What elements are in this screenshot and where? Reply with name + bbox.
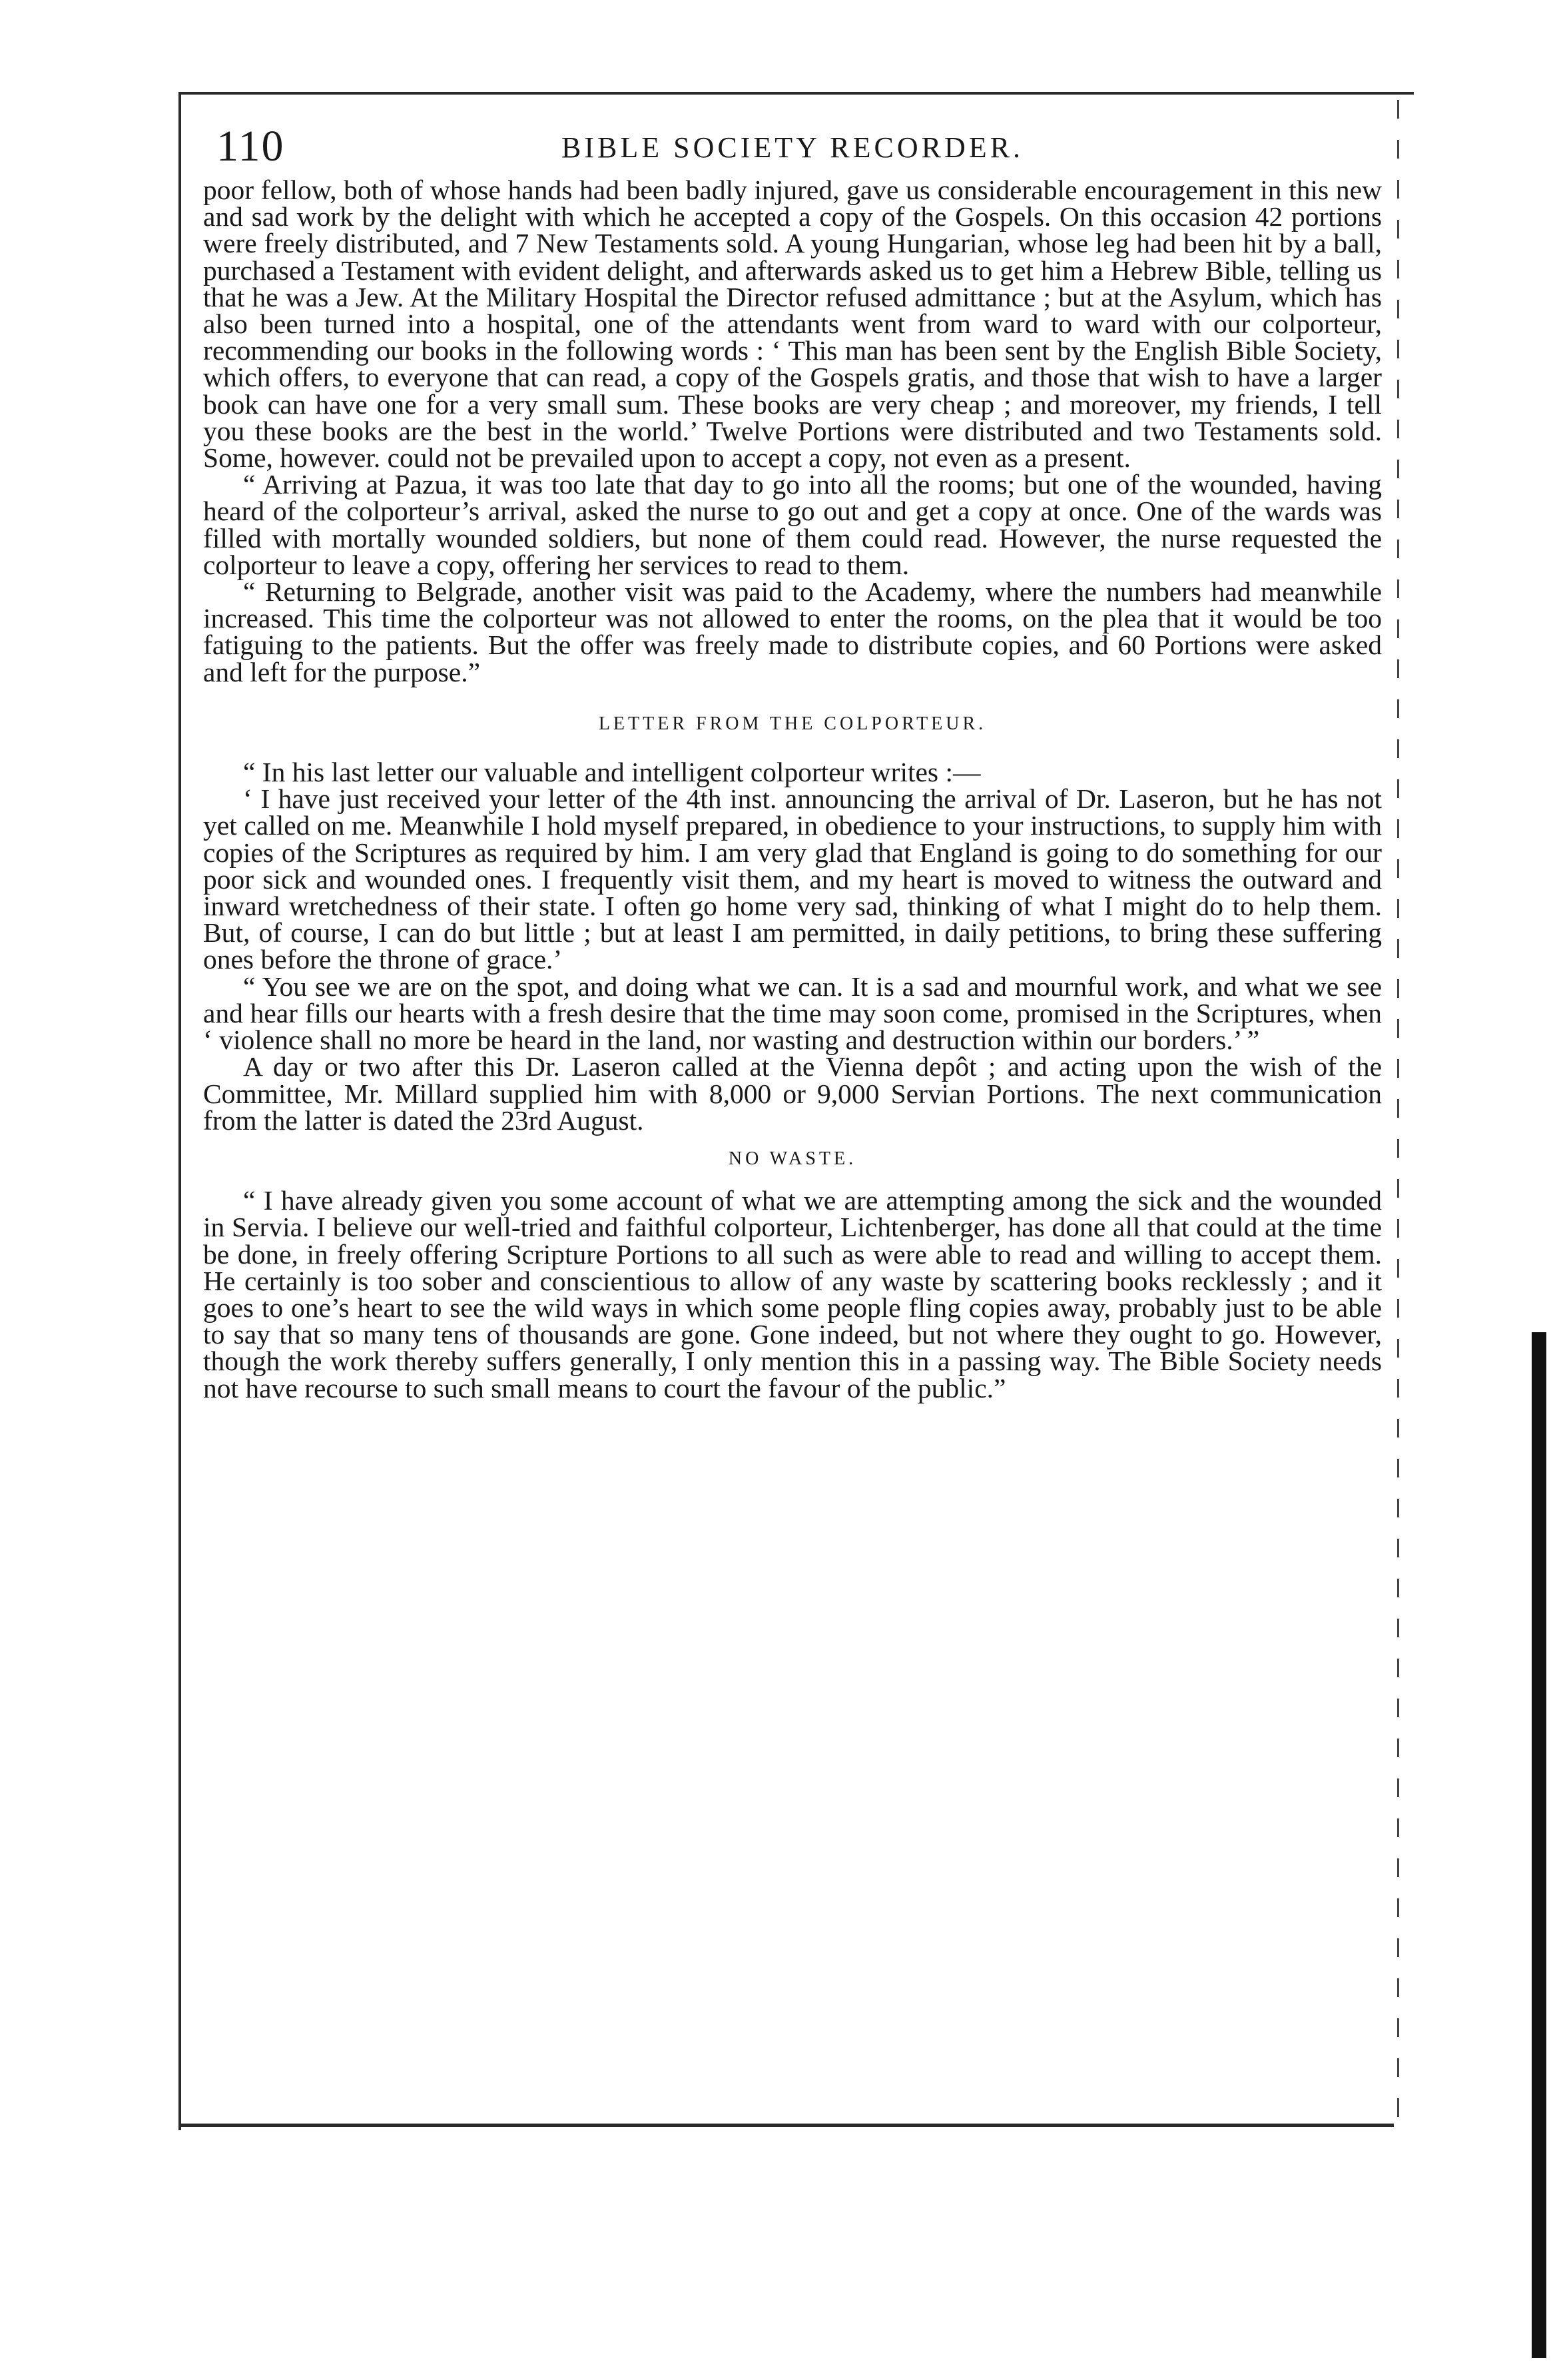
paragraph-5: ‘ I have just received your letter of the 4th inst. announcing the arrival of Dr. Laseron, but he has not yet called on me. Meanwhile I hold myself prepared, in obedience to your instructions, to supply him with copies of the Scriptures as required by him. I am very glad that England is going to do something for our poor sick and wounded ones. I frequently visit them, and my heart is moved to witness the outward and inward wretchedness of their state. I often go home very sad, thinking of what I might do to help them. But, of course, I can do but little ; but at least I am permitted, in daily petitions, to bring these suffering ones before the throne of grace.’ [203, 783, 1382, 975]
paragraph-2: “ Arriving at Pazua, it was too late that day to go into all the rooms; but one of the wounded, having heard of the colporteur’s arrival, asked the nurse to go out and get a copy at once. One of the wards was filled with mortally wounded soldiers, but none of them could read. However, the nurse requested the colporteur to leave a copy, offering her services to read to them. [203, 469, 1382, 580]
section-heading-no-waste: NO WASTE. [728, 1148, 857, 1169]
running-title: BIBLE SOCIETY RECORDER. [561, 131, 1024, 164]
paragraph-3: “ Returning to Belgrade, another visit was paid to the Academy, where the numbers had meanwhile increased. This time the colporteur was not allowed to enter the rooms, on the plea that it would be too fatiguing to the patients. But the offer was freely made to distribute copies, and 60 Portions were asked and left for the purpose.” [203, 576, 1382, 687]
document-page [203, 100, 1382, 1401]
paragraph-1: poor fellow, both of whose hands had been badly injured, gave us considerable encouragement in this new and sad work by the delight with which he accepted a copy of the Gospels. On this occasion 42 portions were freely distributed, and 7 New Testaments sold. A young Hungarian, whose leg had been hit by a ball, purchased a Testament with evident delight, and afterwards asked us to get him a Hebrew Bible, telling us that he was a Jew. At the Military Hospital the Director refused admittance ; but at the Asylum, which has also been turned into a hospital, one of the attendants went from ward to ward with our colporteur, recommending our books in the following words : ‘ This man has been sent by the English Bible Society, which offers, to everyone that can read, a copy of the Gospels gratis, and those that wish to have a larger book can have one for a very small sum. These books are very cheap ; and moreover, my friends, I tell you these books are the best in the world.’ Twelve Portions were distributed and two Testaments sold. Some, however. could not be prevailed upon to accept a copy, not even as a present. [203, 175, 1382, 474]
page-frame-right-edge [1397, 100, 1399, 2118]
paragraph-4: “ In his last letter our valuable and intelligent colporteur writes :— [243, 757, 981, 788]
header-rule [178, 92, 1414, 95]
article-body [203, 177, 1382, 1401]
page-header [203, 100, 1382, 177]
paragraph-6: “ You see we are on the spot, and doing what we can. It is a sad and mournful work, and what we see and hear fills our hearts with a fresh desire that the time may soon come, promised in the Scriptures, when ‘ violence shall no more be heard in the land, nor wasting and destruction within our borders.’ ” [203, 971, 1382, 1056]
paragraph-8: “ I have already given you some account of what we are attempting among the sick and the wounded in Servia. I believe our well-tried and faithful colporteur, Lichtenberger, has done all that could at the time be done, in freely offering Scripture Portions to all such as were able to read and willing to accept them. He certainly is too sober and conscientious to allow of any waste by scattering books recklessly ; and it goes to one’s heart to see the wild ways in which some people fling copies away, probably just to be able to say that so many tens of thousands are gone. Gone indeed, but not where they ought to go. However, though the work thereby suffers generally, I only mention this in a passing way. The Bible Society needs not have recourse to such small means to court the favour of the public.” [203, 1185, 1382, 1403]
page-number: 110 [216, 122, 285, 171]
paragraph-7: A day or two after this Dr. Laseron called at the Vienna depôt ; and acting upon the wish of the Committee, Mr. Millard supplied him with 8,000 or 9,000 Servian Portions. The next communication from the latter is dated the 23rd August. [203, 1051, 1382, 1136]
scan-edge-shadow [1532, 1332, 1546, 2358]
section-heading-letter: LETTER FROM THE COLPORTEUR. [598, 713, 987, 734]
footer-rule [178, 2124, 1394, 2127]
page-frame-left-rule [178, 92, 181, 2130]
